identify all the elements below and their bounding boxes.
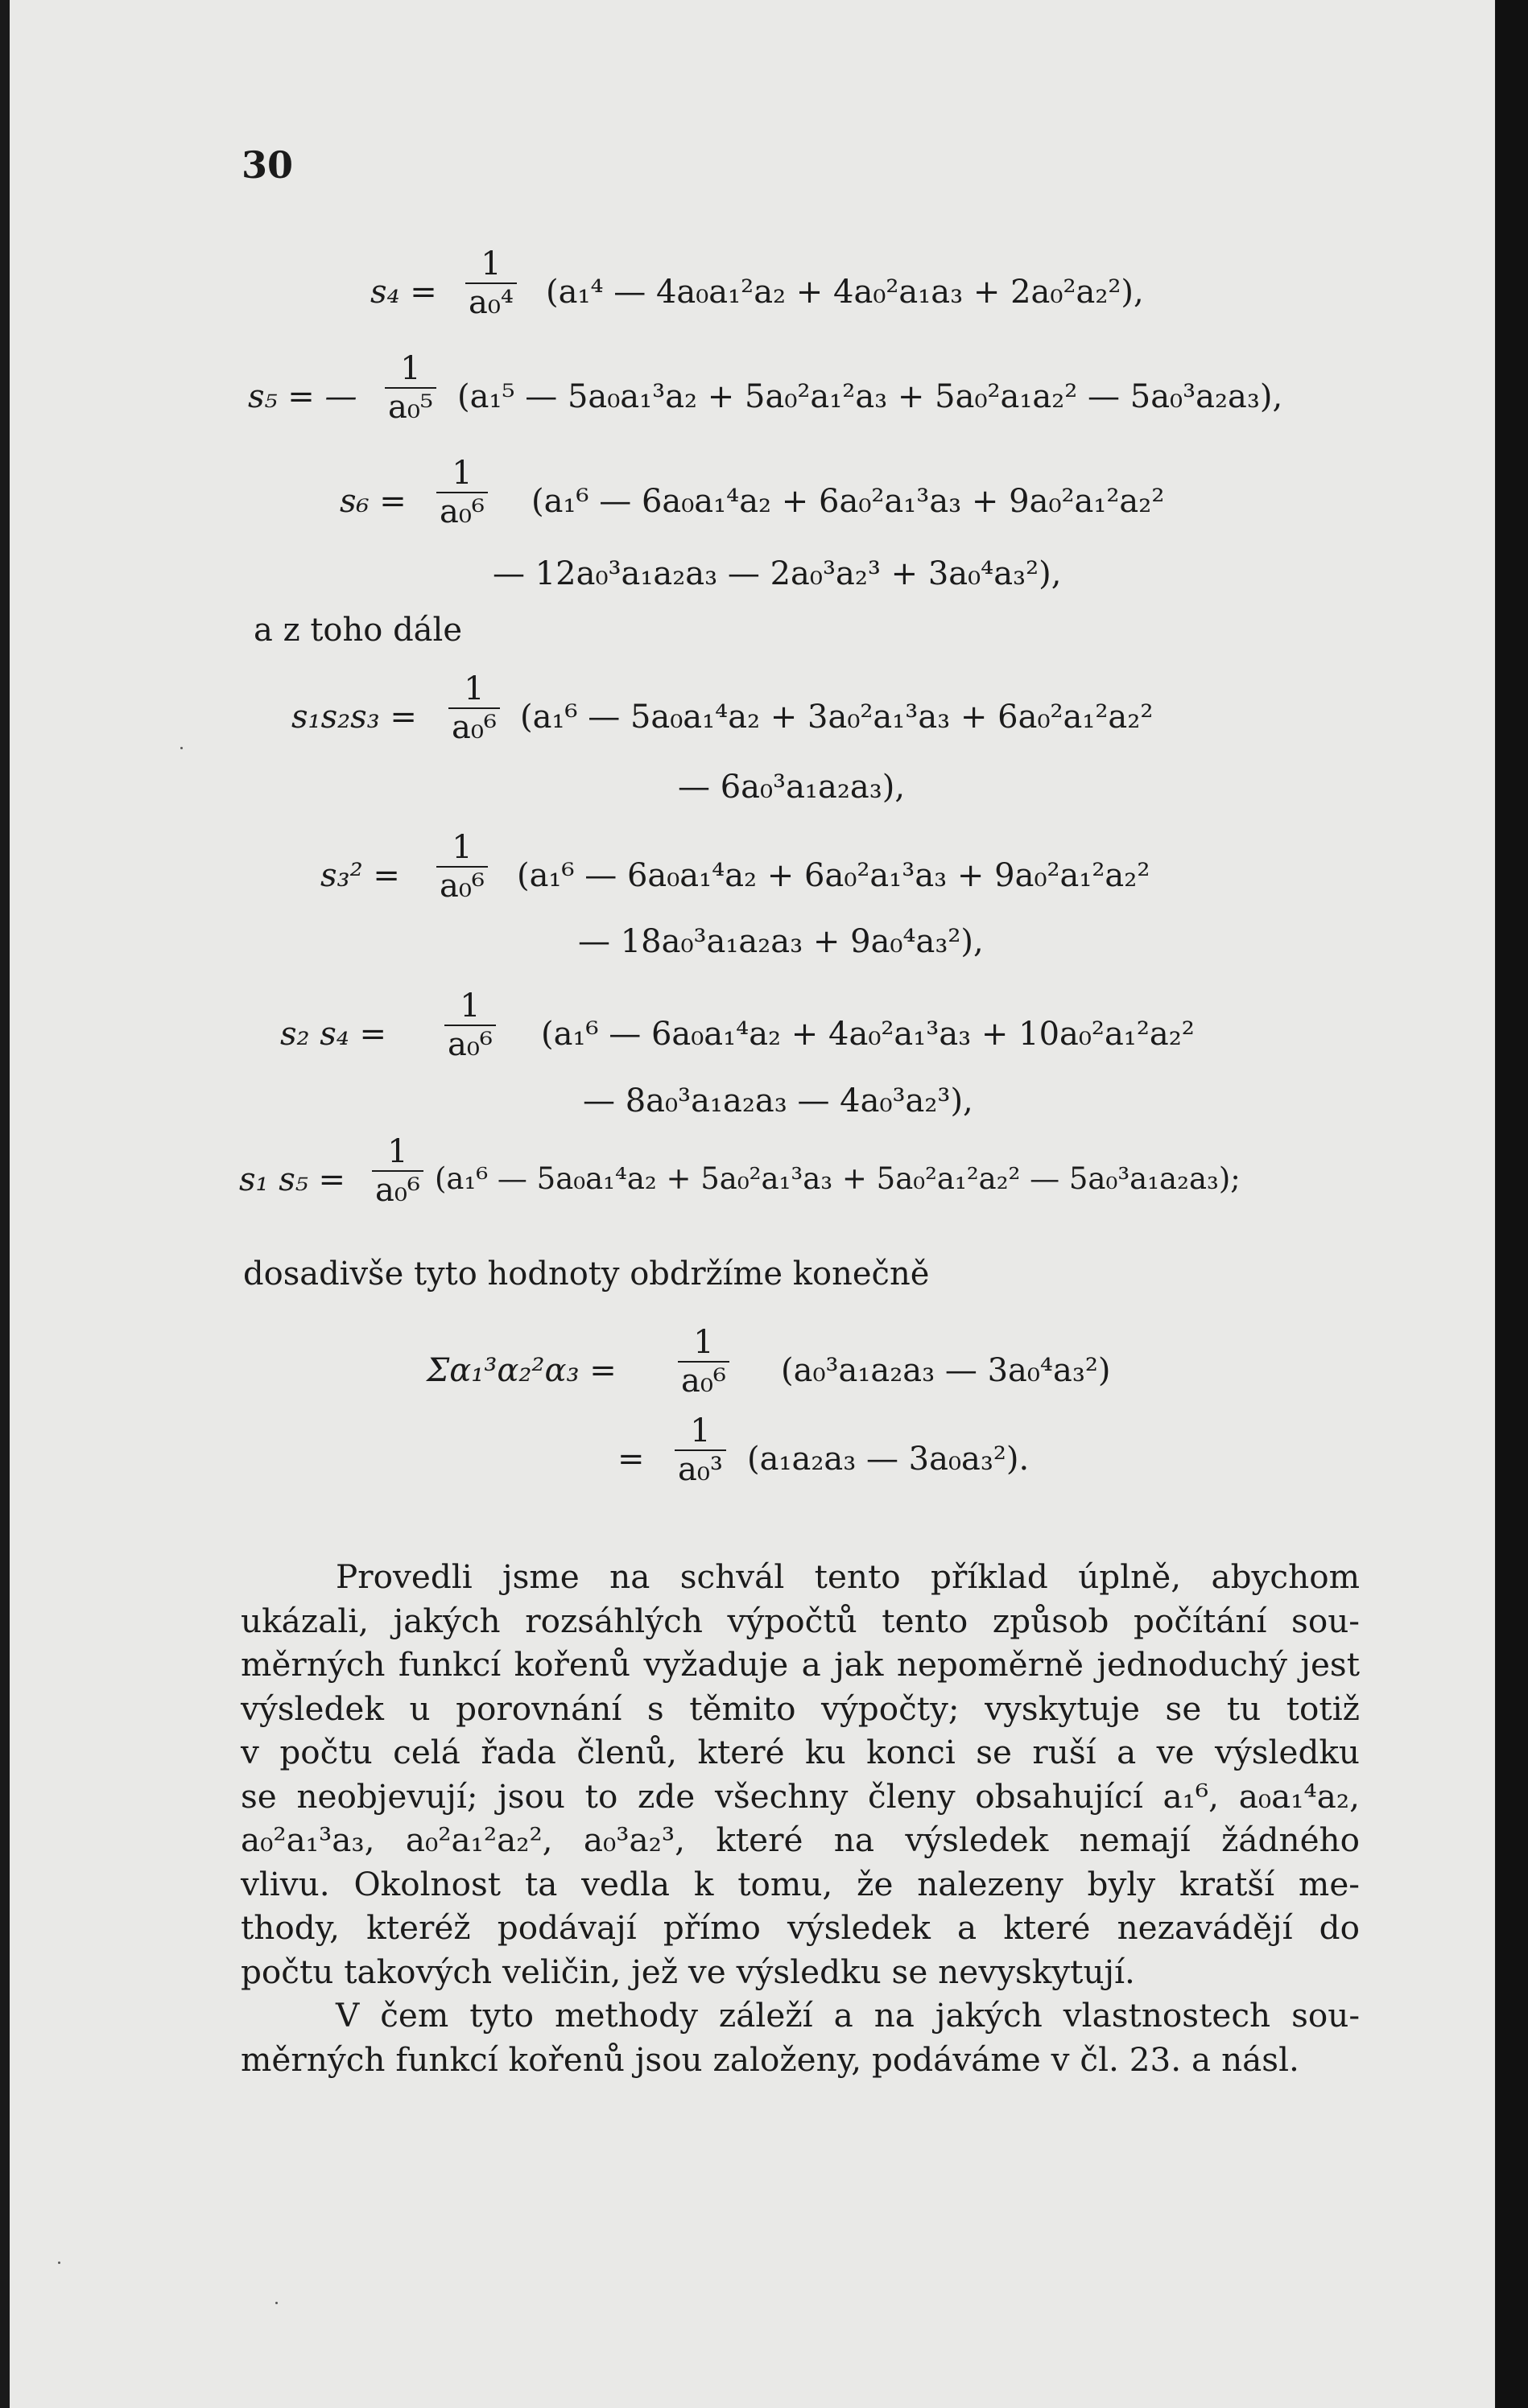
eq-sum-denominator: a₀⁶ — [678, 1361, 729, 1400]
scanned-page — [10, 0, 1495, 2408]
eq-s1s5-lhs: s₁ s₅ = — [239, 1161, 346, 1198]
body-paragraph — [241, 1555, 1360, 2081]
eq-s5-lhs: s₅ = — — [248, 378, 357, 415]
eq-s4-lhs: s₄ = — [370, 274, 437, 311]
text-a-z-toho-dale: a z toho dále — [254, 612, 462, 649]
eq-s1s2s3-lhs: s₁s₂s₃ = — [291, 699, 417, 736]
eq-sum2-lhs: = — [617, 1441, 645, 1478]
eq-sum-lhs: Σα₁³α₂²α₃ = — [427, 1352, 617, 1389]
eq-s3sq-numerator: 1 — [452, 829, 473, 866]
eq-s1s2s3-rhs-continued: — 6a₀³a₁a₂a₃), — [678, 769, 906, 806]
paragraph-line: měrných funkcí kořenů jsou založeny, podáváme v čl. 23. a násl. — [241, 2039, 1299, 2079]
eq-s1s2s3-denominator: a₀⁶ — [448, 707, 500, 746]
eq-sum2-numerator: 1 — [690, 1412, 711, 1449]
eq-s6-denominator: a₀⁶ — [436, 492, 488, 530]
eq-s1s2s3-fraction — [448, 670, 500, 746]
eq-s6-fraction — [436, 455, 488, 530]
eq-sum2-rhs: (a₁a₂a₃ — 3a₀a₃²). — [747, 1441, 1030, 1478]
eq-sum-fraction — [678, 1324, 729, 1400]
eq-s3sq-denominator: a₀⁶ — [436, 866, 488, 905]
eq-sum-numerator: 1 — [693, 1324, 714, 1361]
eq-s1s5-denominator: a₀⁶ — [372, 1170, 423, 1209]
paragraph-line: výsledek u porovnání s těmito výpočty; vyskytuje se tu totiž — [241, 1688, 1360, 1728]
eq-s4-numerator: 1 — [481, 245, 502, 282]
paragraph-line: měrných funkcí kořenů vyžaduje a jak nepoměrně jednoduchý jest — [241, 1645, 1360, 1684]
paragraph-line: V čem tyto methody záleží a na jakých vlastnostech sou- — [336, 1996, 1360, 2035]
paragraph-line: ukázali, jakých rozsáhlých výpočtů tento způsob počítání sou- — [241, 1601, 1360, 1640]
paragraph-line: počtu takových veličin, jež ve výsledku se nevyskytují. — [241, 1952, 1135, 1991]
eq-s5-numerator: 1 — [400, 350, 421, 387]
paper-speck — [180, 747, 183, 749]
eq-s4-fraction — [465, 245, 517, 321]
eq-s6-lhs: s₆ = — [340, 483, 407, 520]
page-number: 30 — [242, 143, 294, 187]
eq-s3sq-rhs: (a₁⁶ — 6a₀a₁⁴a₂ + 6a₀²a₁³a₃ + 9a₀²a₁²a₂² — [517, 857, 1150, 894]
paper-speck — [58, 2262, 60, 2264]
paper-speck — [275, 2302, 278, 2304]
eq-s4-rhs: (a₁⁴ — 4a₀a₁²a₂ + 4a₀²a₁a₃ + 2a₀²a₂²), — [546, 274, 1144, 311]
eq-s6-rhs-continued: — 12a₀³a₁a₂a₃ — 2a₀³a₂³ + 3a₀⁴a₃²), — [493, 555, 1062, 592]
paragraph-line: v počtu celá řada členů, které ku konci se ruší a ve výsledku — [241, 1733, 1360, 1771]
paragraph-line: a₀²a₁³a₃, a₀²a₁²a₂², a₀³a₂³, které na výsledek nemají žádného — [241, 1820, 1360, 1859]
eq-s1s5-fraction — [372, 1133, 423, 1209]
eq-s5-denominator: a₀⁵ — [385, 387, 436, 426]
eq-s1s2s3-rhs: (a₁⁶ — 5a₀a₁⁴a₂ + 3a₀²a₁³a₃ + 6a₀²a₁²a₂² — [520, 699, 1154, 736]
paragraph-line: thody, kteréž podávají přímo výsledek a které nezavádějí do — [241, 1908, 1360, 1947]
eq-s3sq-lhs: s₃² = — [320, 857, 400, 894]
paragraph-line: vlivu. Okolnost ta vedla k tomu, že nalezeny byly kratší me- — [241, 1864, 1360, 1903]
eq-s2s4-denominator: a₀⁶ — [444, 1025, 496, 1063]
eq-s6-numerator: 1 — [452, 455, 473, 492]
eq-s2s4-lhs: s₂ s₄ = — [280, 1016, 387, 1053]
paragraph-line: Provedli jsme na schvál tento příklad úplně, abychom — [336, 1557, 1360, 1596]
eq-s5-rhs: (a₁⁵ — 5a₀a₁³a₂ + 5a₀²a₁²a₃ + 5a₀²a₁a₂² — 5a₀³a₂a₃), — [457, 378, 1283, 415]
eq-sum2-fraction — [675, 1412, 726, 1488]
eq-s2s4-rhs-continued: — 8a₀³a₁a₂a₃ — 4a₀³a₂³), — [583, 1082, 973, 1119]
eq-s1s2s3-numerator: 1 — [464, 670, 485, 707]
eq-sum2-denominator: a₀³ — [675, 1449, 726, 1488]
eq-s1s5-numerator: 1 — [387, 1133, 408, 1170]
text-dosadivse: dosadivše tyto hodnoty obdržíme konečně — [243, 1256, 930, 1293]
eq-s2s4-numerator: 1 — [460, 988, 481, 1025]
eq-s6-rhs: (a₁⁶ — 6a₀a₁⁴a₂ + 6a₀²a₁³a₃ + 9a₀²a₁²a₂² — [531, 483, 1165, 520]
eq-sum-rhs: (a₀³a₁a₂a₃ — 3a₀⁴a₃²) — [781, 1352, 1111, 1389]
eq-s4-denominator: a₀⁴ — [465, 282, 517, 321]
eq-s3sq-fraction — [436, 829, 488, 905]
eq-s2s4-fraction — [444, 988, 496, 1063]
eq-s2s4-rhs: (a₁⁶ — 6a₀a₁⁴a₂ + 4a₀²a₁³a₃ + 10a₀²a₁²a₂² — [541, 1016, 1195, 1053]
eq-s5-fraction — [385, 350, 436, 426]
scan-edge-shadow — [1496, 0, 1528, 2408]
eq-s3sq-rhs-continued: — 18a₀³a₁a₂a₃ + 9a₀⁴a₃²), — [578, 923, 984, 960]
paragraph-line: se neobjevují; jsou to zde všechny členy obsahující a₁⁶, a₀a₁⁴a₂, — [241, 1776, 1360, 1816]
eq-s1s5-rhs: (a₁⁶ — 5a₀a₁⁴a₂ + 5a₀²a₁³a₃ + 5a₀²a₁²a₂² — 5a₀³a₁a₂a₃); — [435, 1161, 1241, 1196]
